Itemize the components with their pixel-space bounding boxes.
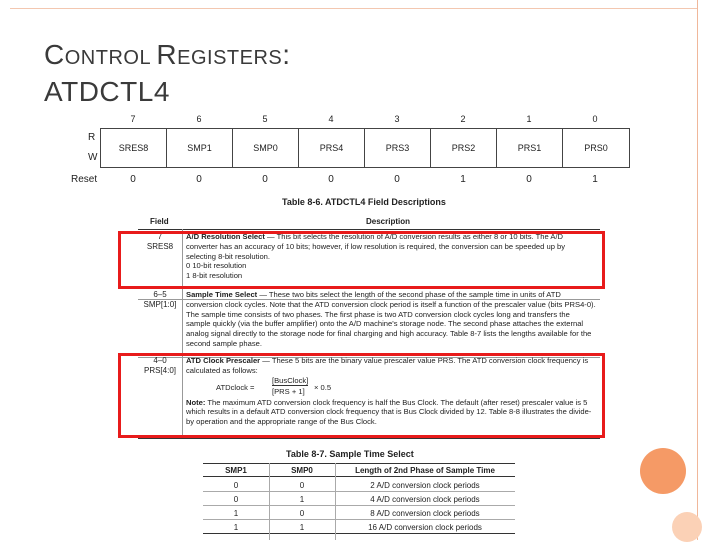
highlight-box-sres8 — [118, 231, 605, 289]
sample-table-header — [203, 463, 515, 477]
sample-time-table — [203, 463, 515, 540]
bit-number-row — [100, 114, 630, 128]
option-line: 0 10-bit resolution — [186, 261, 247, 271]
option-line: 1 8-bit resolution — [186, 271, 243, 281]
description-title: ATD Clock Prescaler — [186, 356, 261, 365]
cell-smp1: 0 — [233, 481, 239, 490]
field-name: PRS[4:0] — [143, 366, 176, 375]
field-bit-range: 6–5 — [153, 290, 167, 299]
cell-smp0: 0 — [299, 509, 305, 518]
decorative-circle-small — [672, 512, 702, 542]
bit-number: 6 — [196, 114, 202, 124]
reset-value: 0 — [394, 174, 400, 185]
bit-number: 0 — [592, 114, 598, 124]
reset-value: 0 — [130, 174, 136, 185]
description-title: A/D Resolution Select — [186, 232, 265, 241]
register-field-prs4: PRS4 — [299, 129, 365, 167]
register-field-prs1: PRS1 — [497, 129, 563, 167]
slide-top-border — [10, 8, 698, 9]
bit-number: 3 — [394, 114, 400, 124]
register-field-smp1: SMP1 — [167, 129, 233, 167]
cell-length: 2 A/D conversion clock periods — [370, 481, 480, 490]
header-length: Length of 2nd Phase of Sample Time — [355, 466, 495, 475]
header-description: Description — [366, 217, 411, 226]
formula-lhs: ATDclock = — [216, 382, 255, 392]
slide-title-line1 — [44, 38, 604, 75]
formula-multiplier: × 0.5 — [314, 382, 332, 392]
table-row — [203, 521, 515, 534]
reset-value: 0 — [196, 174, 202, 185]
field-table-caption: Table 8-6. ATDCTL4 Field Descriptions — [282, 197, 446, 207]
cell-smp1: 1 — [233, 509, 239, 518]
cell-length: 16 A/D conversion clock periods — [368, 523, 482, 532]
slide-title — [44, 38, 604, 109]
slide-right-border — [697, 0, 698, 540]
register-bit-table — [100, 128, 630, 168]
note-title: Note: — [186, 397, 206, 407]
reset-value: 0 — [262, 174, 268, 185]
description-cell — [186, 290, 596, 349]
reset-value-row — [100, 174, 630, 186]
bit-number: 5 — [262, 114, 268, 124]
field-bit-range: 4–0 — [153, 356, 167, 365]
cell-smp0: 1 — [299, 495, 305, 504]
reset-value: 0 — [526, 174, 532, 185]
column-divider — [335, 463, 336, 540]
decorative-circle-large — [640, 448, 686, 494]
register-field-prs3: PRS3 — [365, 129, 431, 167]
cell-smp1: 0 — [233, 495, 239, 504]
register-field-sres8: SRES8 — [101, 129, 167, 167]
title-cap-r: R — [156, 39, 178, 70]
title-colon: : — [282, 39, 291, 70]
read-label: R — [88, 132, 96, 143]
description-title: Sample Time Select — [186, 290, 258, 299]
cell-length: 8 A/D conversion clock periods — [370, 509, 480, 518]
description-text: — This bit selects the resolution of A/D conversion results as either 8 or 10 bits. The A/D converter has an accuracy of 10 bits; however, if low resolution is required, the conversion can be speeded up by selecting 8-bit resolution. — [186, 232, 566, 261]
column-divider — [269, 463, 270, 540]
cell-smp0: 0 — [299, 481, 305, 490]
register-field-prs0: PRS0 — [584, 143, 608, 153]
field-bit-range: 7 — [157, 232, 163, 241]
highlight-box-prs — [118, 353, 605, 438]
reset-value: 0 — [328, 174, 334, 185]
title-text-ontrol: ONTROL — [64, 47, 157, 69]
reset-label: Reset — [71, 174, 98, 185]
table-row — [203, 507, 515, 520]
reset-value: 1 — [460, 174, 466, 185]
slide-title-line2: ATDCTL4 — [44, 76, 170, 107]
formula-numerator: [BusClock] — [272, 375, 309, 385]
bit-number: 7 — [130, 114, 136, 124]
header-field: Field — [150, 217, 169, 226]
reset-value: 1 — [592, 174, 598, 185]
description-text: — These two bits select the length of the second phase of the sample time in units of ATD conversion clock cycles. Note that the ATD conversion clock period is itself a function of the prescaler value (bits PRS4-0). The sample time consists of two phases. The first phase is two ATD conversion clock cycles long and transfers the sample quickly (via the buffer amplifier) onto the A/D machine's storage node. The second phase attaches the external analog signal directly to the storage node for final charging and high accuracy. Table 8-7 lists the lengths available for the second sample phase. — [186, 290, 596, 348]
table-row — [203, 479, 515, 492]
title-text-egisters: EGISTERS — [177, 47, 283, 69]
bit-number: 1 — [526, 114, 532, 124]
field-table-header — [138, 213, 600, 230]
register-field-prs2: PRS2 — [431, 129, 497, 167]
bit-number: 2 — [460, 114, 466, 124]
field-name: SMP[1:0] — [143, 300, 177, 309]
table-row — [203, 493, 515, 506]
sample-table-caption: Table 8-7. Sample Time Select — [286, 449, 414, 459]
description-text: — These 5 bits are the binary value prescaler value PRS. The ATD conversion clock frequency is calculated as follows: — [186, 356, 589, 375]
title-cap-c: C — [44, 39, 65, 70]
table-row-smp — [138, 288, 600, 358]
header-smp0: SMP0 — [291, 466, 313, 475]
register-field-smp0: SMP0 — [233, 129, 299, 167]
bit-number: 4 — [328, 114, 334, 124]
cell-length: 4 A/D conversion clock periods — [370, 495, 480, 504]
cell-smp0: 1 — [299, 523, 305, 532]
field-name: SRES8 — [146, 242, 174, 251]
write-label: W — [88, 152, 98, 163]
formula-denominator: [PRS + 1] — [272, 386, 305, 396]
cell-smp1: 1 — [233, 523, 239, 532]
header-smp1: SMP1 — [225, 466, 247, 475]
field-cell — [138, 290, 182, 310]
note-text: The maximum ATD conversion clock frequency is half the Bus Clock. The default (after reset) prescaler value is 5 which results in a default ATD conversion clock frequency that is Bus Clock divided by 12. Table 8-8 illustrates the divide-by operation and the appropriate range of the Bus Clock. — [186, 397, 592, 427]
